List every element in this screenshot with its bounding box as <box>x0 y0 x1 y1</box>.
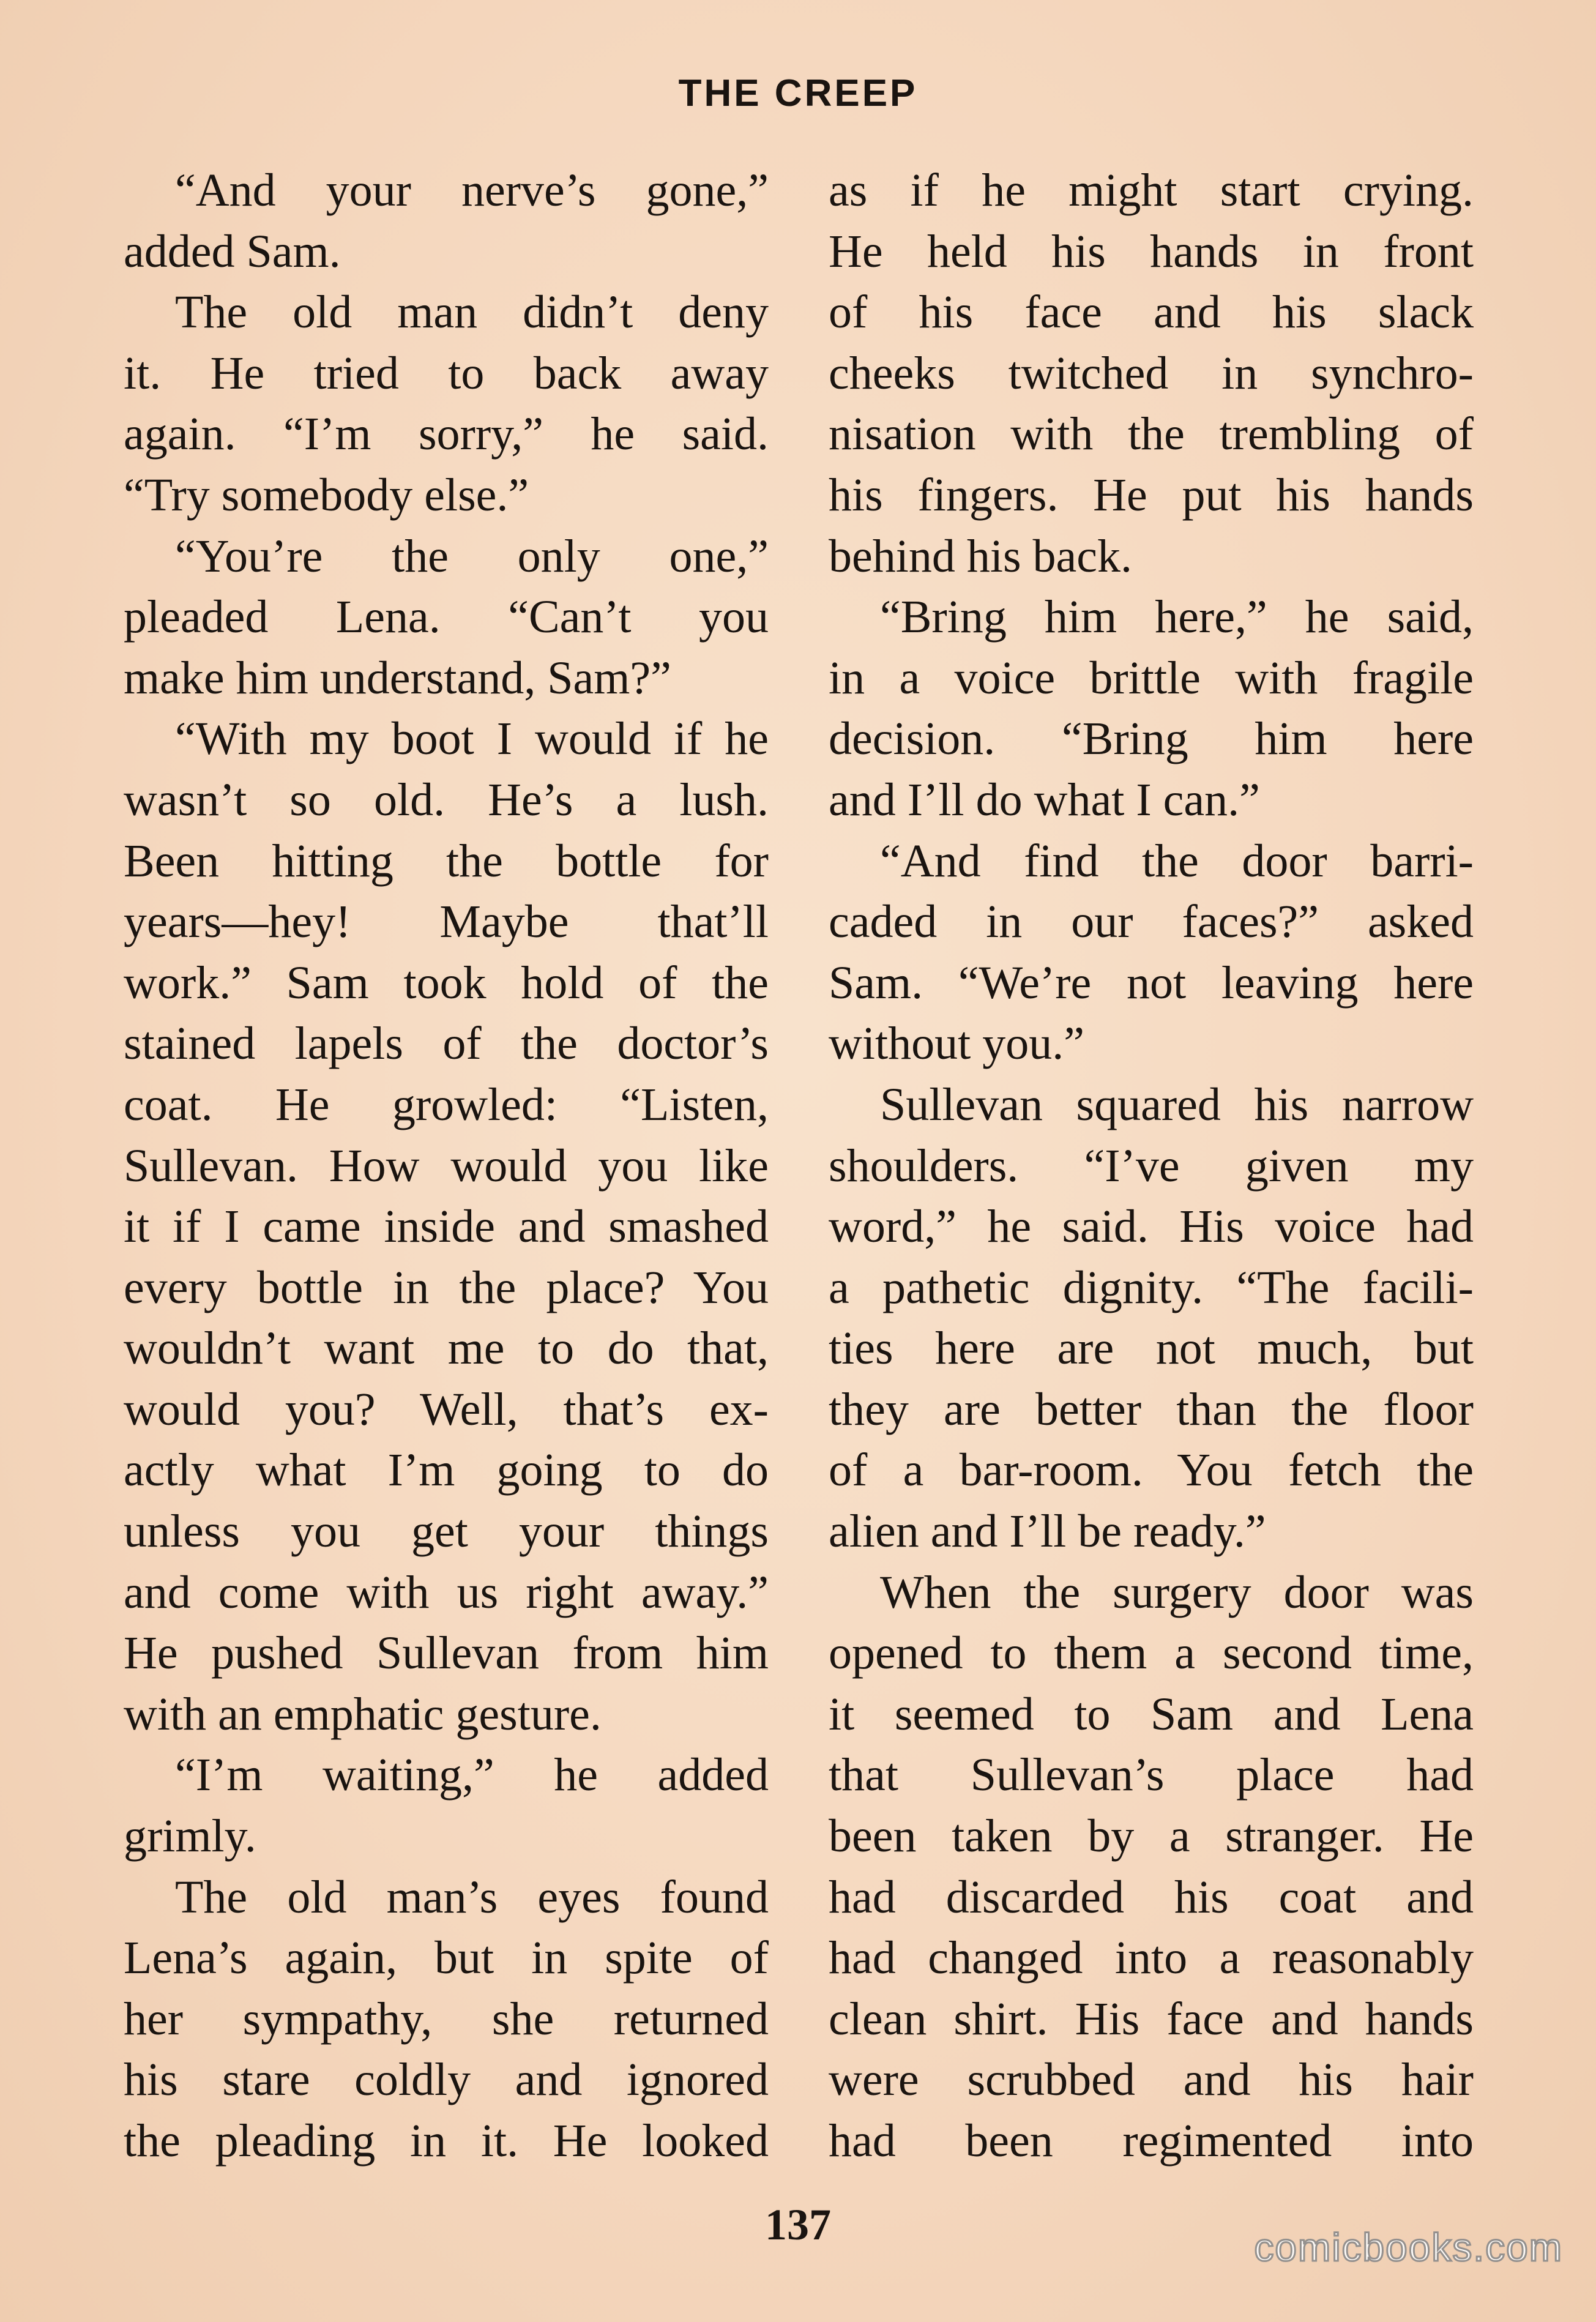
text-line: work.” Sam took hold of the <box>124 957 769 1009</box>
text-line: The old man didn’t deny <box>175 286 769 338</box>
text-line: and I’ll do what I can.” <box>829 774 1260 826</box>
text-line: “And find the door barri- <box>880 835 1474 887</box>
text-line: his stare coldly and ignored <box>124 2054 769 2106</box>
text-line: “Bring him here,” he said, <box>880 591 1474 643</box>
text-line: as if he might start crying. <box>829 165 1474 216</box>
text-line: coat. He growled: “Listen, <box>124 1078 769 1130</box>
text-line: shoulders. “I’ve given my <box>829 1140 1474 1192</box>
text-line: decision. “Bring him here <box>829 713 1474 765</box>
text-line: wouldn’t want me to do that, <box>124 1323 769 1375</box>
text-line: He pushed Sullevan from him <box>124 1627 769 1679</box>
text-line: Lena’s again, but in spite of <box>124 1932 769 1984</box>
text-line: it if I came inside and smashed <box>124 1201 769 1253</box>
running-head: THE CREEP <box>678 72 918 114</box>
text-line: Been hitting the bottle for <box>124 835 769 887</box>
text-line: grimly. <box>124 1810 256 1862</box>
text-line: “Try somebody else.” <box>124 469 529 521</box>
text-line: word,” he said. His voice had <box>829 1201 1474 1253</box>
text-line: make him understand, Sam?” <box>124 652 671 704</box>
text-line: wasn’t so old. He’s a lush. <box>124 774 769 826</box>
text-line: would you? Well, that’s ex- <box>124 1383 769 1435</box>
text-line: without you.” <box>829 1018 1084 1070</box>
text-line: actly what I’m going to do <box>124 1444 769 1496</box>
text-line: Sullevan. How would you like <box>124 1140 769 1192</box>
text-line: “You’re the only one,” <box>175 530 769 582</box>
text-line: alien and I’ll be ready.” <box>829 1506 1266 1558</box>
text-line: the pleading in it. He looked <box>124 2115 769 2167</box>
text-line: He held his hands in front <box>829 225 1474 277</box>
text-line: again. “I’m sorry,” he said. <box>124 408 769 460</box>
text-line: that Sullevan’s place had <box>829 1749 1474 1801</box>
text-line: a pathetic dignity. “The facili- <box>829 1261 1474 1313</box>
text-line: Sullevan squared his narrow <box>880 1078 1474 1130</box>
text-line: opened to them a second time, <box>829 1627 1474 1679</box>
text-line: behind his back. <box>829 530 1133 582</box>
text-line: When the surgery door was <box>880 1566 1474 1618</box>
text-line: “And your nerve’s gone,” <box>175 165 769 216</box>
text-line: it seemed to Sam and Lena <box>829 1688 1474 1740</box>
text-line: ties here are not much, but <box>829 1323 1474 1375</box>
text-line: been taken by a stranger. He <box>829 1810 1474 1862</box>
text-line: clean shirt. His face and hands <box>829 1993 1474 2045</box>
page-number: 137 <box>765 2200 831 2249</box>
watermark-logo: comicbooks.com <box>1254 2225 1563 2269</box>
text-line: caded in our faces?” asked <box>829 896 1474 948</box>
text-line: years—hey! Maybe that’ll <box>124 896 769 948</box>
text-line: nisation with the trembling of <box>829 408 1474 460</box>
text-line: “With my boot I would if he <box>175 713 769 765</box>
text-line: cheeks twitched in synchro- <box>829 347 1474 399</box>
text-line: of a bar-room. You fetch the <box>829 1444 1474 1496</box>
text-line: had changed into a reasonably <box>829 1932 1474 1984</box>
text-line: Sam. “We’re not leaving here <box>829 957 1474 1009</box>
text-line: added Sam. <box>124 225 341 277</box>
text-line: it. He tried to back away <box>124 347 769 399</box>
text-line: stained lapels of the doctor’s <box>124 1018 769 1070</box>
text-line: unless you get your things <box>124 1506 769 1558</box>
text-line: pleaded Lena. “Can’t you <box>124 591 769 643</box>
text-line: were scrubbed and his hair <box>829 2054 1474 2106</box>
text-line: had been regimented into <box>829 2115 1474 2167</box>
text-line: of his face and his slack <box>829 286 1474 338</box>
text-line: and come with us right away.” <box>124 1566 769 1618</box>
text-line: had discarded his coat and <box>829 1871 1474 1923</box>
text-line: her sympathy, she returned <box>124 1993 769 2045</box>
text-line: “I’m waiting,” he added <box>175 1749 769 1801</box>
right-column <box>829 160 1474 2172</box>
text-line: every bottle in the place? You <box>124 1261 769 1313</box>
text-line: his fingers. He put his hands <box>829 469 1474 521</box>
text-line: The old man’s eyes found <box>175 1871 769 1923</box>
left-column <box>124 160 769 2172</box>
text-line: with an emphatic gesture. <box>124 1688 602 1740</box>
text-line: they are better than the floor <box>829 1383 1474 1435</box>
text-line: in a voice brittle with fragile <box>829 652 1474 704</box>
